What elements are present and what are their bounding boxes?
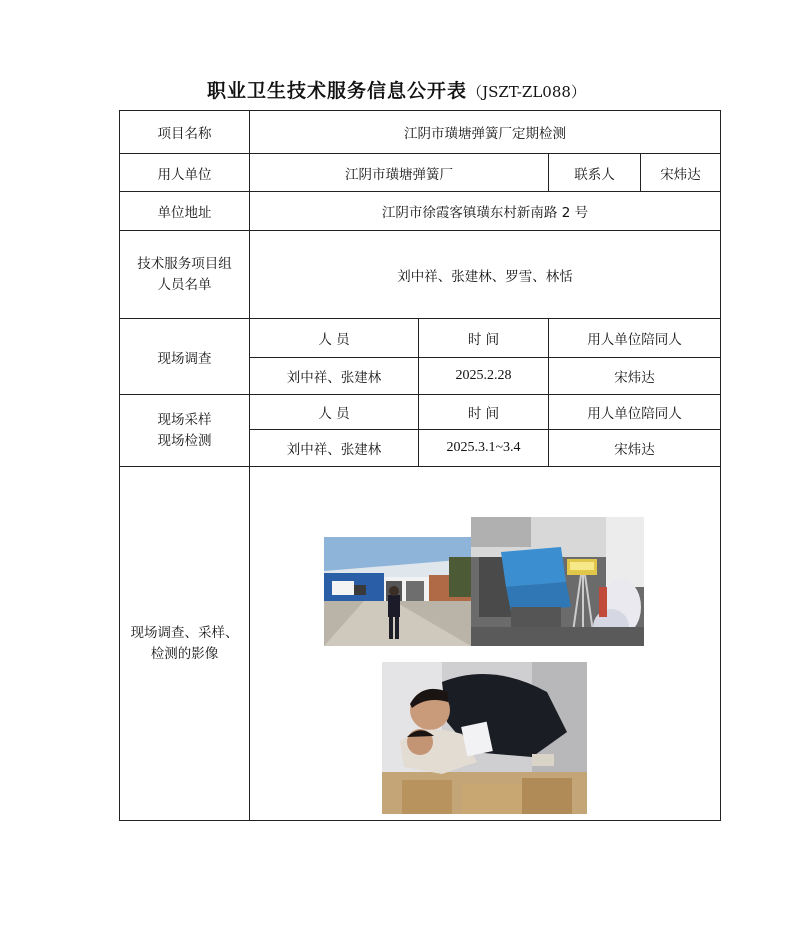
project-label: 项目名称	[120, 111, 250, 154]
team-value: 刘中祥、张建林、罗雪、林恬	[250, 231, 721, 319]
survey-accompany: 宋炜达	[549, 358, 721, 395]
row-sampling-header	[120, 395, 721, 430]
address-value: 江阴市徐霞客镇璜东村新南路 2 号	[250, 192, 721, 231]
address-label: 单位地址	[120, 192, 250, 231]
employer-value: 江阴市璜塘弹簧厂	[250, 154, 549, 192]
photo-factory-yard	[324, 537, 471, 646]
images-label	[120, 467, 250, 821]
images-label-line1: 现场调查、采样、	[130, 624, 239, 641]
images-label-line2: 检测的影像	[150, 645, 219, 662]
survey-col-accompany: 用人单位陪同人	[549, 319, 721, 358]
project-value: 江阴市璜塘弹簧厂定期检测	[250, 111, 721, 154]
survey-time: 2025.2.28	[419, 358, 549, 395]
sampling-label-line2: 现场检测	[157, 432, 212, 449]
photo-area	[250, 468, 720, 820]
row-survey-header	[120, 319, 721, 358]
photo-machine-sampler	[471, 517, 644, 646]
sampling-col-people: 人 员	[250, 395, 419, 430]
form-code: （JSZT-ZL088）	[467, 83, 586, 101]
row-project	[120, 111, 721, 154]
survey-col-time: 时 间	[419, 319, 549, 358]
survey-people: 刘中祥、张建林	[250, 358, 419, 395]
info-table	[119, 110, 721, 821]
contact-value: 宋炜达	[641, 154, 721, 192]
team-label-line1: 技术服务项目组	[137, 255, 232, 272]
survey-col-people: 人 员	[250, 319, 419, 358]
team-label-line2: 人员名单	[157, 276, 212, 293]
title-text: 职业卫生技术服务信息公开表	[207, 80, 468, 102]
sampling-label	[120, 395, 250, 467]
sampling-people: 刘中祥、张建林	[250, 430, 419, 467]
sampling-col-accompany: 用人单位陪同人	[549, 395, 721, 430]
contact-label: 联系人	[549, 154, 641, 192]
team-label	[120, 231, 250, 319]
sampling-label-line1: 现场采样	[157, 411, 212, 428]
row-address	[120, 192, 721, 231]
sampling-col-time: 时 间	[419, 395, 549, 430]
row-employer	[120, 154, 721, 192]
page-title	[0, 76, 793, 103]
sampling-accompany: 宋炜达	[549, 430, 721, 467]
row-images	[120, 467, 721, 821]
sampling-time: 2025.3.1~3.4	[419, 430, 549, 467]
photo-workers-inspection	[382, 662, 587, 814]
employer-label: 用人单位	[120, 154, 250, 192]
row-team	[120, 231, 721, 319]
survey-label: 现场调查	[120, 319, 250, 395]
images-cell	[250, 467, 721, 821]
